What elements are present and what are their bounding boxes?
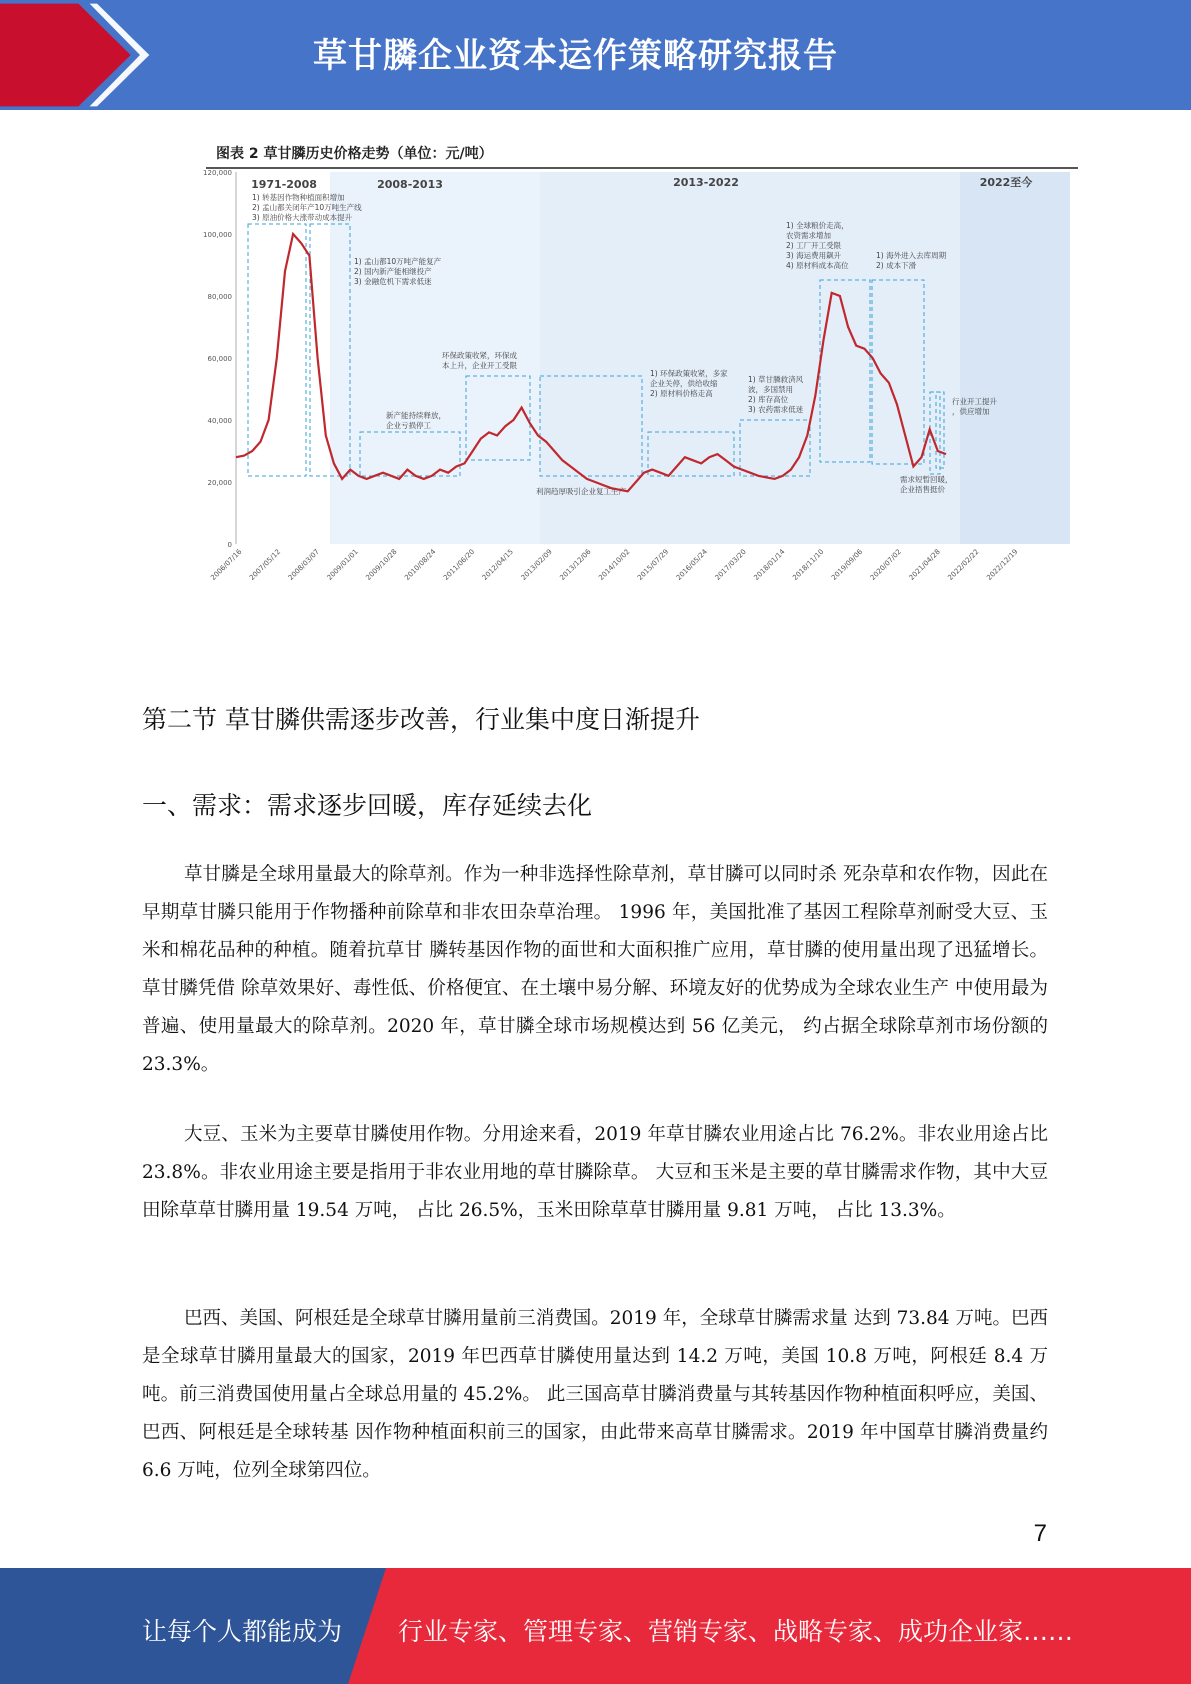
x-tick-label: 2007/05/12 (248, 547, 283, 582)
period-label: 2022至今 (979, 176, 1033, 189)
paragraph-1: 草甘膦是全球用量最大的除草剂。作为一种非选择性除草剂，草甘膦可以同时杀 死杂草和农作物，因此在早期草甘膦只能用于作物播种前除草和非农田杂草治理。 1996 年，美国批准了基因工程除草剂耐受大豆、玉米和棉花品种的种植。随着抗草甘 膦转基因作物的面世和大面积推广应用，草甘膦的使用量出现了迅猛增长。草甘膦凭借 除草效果好、毒性低、价格便宜、在土壤中易分解、环境友好的优势成为全球农业生产 中使用最为普遍、使用量最大的除草剂。2020 年，草甘膦全球市场规模达到 56 亿美元， 约占据全球除草剂市场份额的 23.3%。 (142, 864, 1048, 1075)
annotation-line: 3) 海运费用飙升 (786, 251, 842, 260)
footer-slogan-left: 让每个人都能成为 (142, 1617, 343, 1646)
annotation-line: 3) 原油价格大涨带动成本提升 (252, 213, 353, 222)
annotation-line: 1) 海外进入去库周期 (876, 251, 947, 260)
annotation-line: 2) 工厂开工受限 (786, 241, 842, 250)
annotation-line: 1) 草甘膦救済风 (748, 375, 804, 384)
x-tick-label: 2020/07/02 (868, 547, 904, 582)
annotation-line: 1) 转基因作物种植面积增加 (252, 193, 345, 202)
footer-slogan-right: 行业专家、管理专家、营销专家、战略专家、成功企业家…… (398, 1617, 1074, 1646)
section-heading: 第二节 草甘膦供需逐步改善，行业集中度日渐提升 (142, 705, 700, 734)
x-tick-label: 2011/06/20 (442, 547, 477, 582)
x-tick-label: 2022/12/19 (985, 547, 1020, 582)
x-tick-label: 2009/01/01 (325, 547, 360, 582)
annotation-line: 4) 原材料成本高位 (786, 261, 849, 270)
period-label: 2013-2022 (673, 176, 739, 189)
x-tick-label: 2022/02/22 (946, 547, 981, 582)
x-tick-label: 2021/04/28 (907, 547, 942, 582)
paragraph-2: 大豆、玉米为主要草甘膦使用作物。分用途来看，2019 年草甘膦农业用途占比 76.2%。非农业用途占比 23.8%。非农业用途主要是指用于非农业用地的草甘膦除草。 大豆和玉米是主要的草甘膦需求作物，其中大豆田除草草甘膦用量 19.54 万吨， 占比 26.5%，玉米田除草草甘膦用量 9.81 万吨， 占比 13.3%。 (142, 1124, 1048, 1221)
x-tick-label: 2008/03/07 (286, 547, 322, 582)
y-tick-label: 120,000 (203, 169, 232, 177)
annotation-line: 企业关停，供给收缩 (650, 379, 718, 388)
annotation-line: 企业捂售挺价 (900, 485, 945, 494)
annotation-text (354, 256, 442, 286)
page-title: 草甘膦企业资本运作策略研究报告 (313, 36, 838, 76)
x-tick-label: 2013/12/06 (558, 547, 593, 582)
annotation-line: 新产能持续释放， (386, 411, 446, 420)
figure-caption: 图表 2 草甘膦历史价格走势（单位：元/吨） (216, 146, 493, 162)
x-tick-label: 2010/08/24 (403, 547, 438, 582)
x-tick-label: 2015/07/29 (636, 547, 671, 582)
x-tick-label: 2017/03/20 (713, 547, 748, 582)
x-tick-label: 2016/05/24 (674, 547, 710, 582)
price-line-chart (203, 140, 1078, 600)
x-tick-label: 2012/04/15 (480, 547, 516, 582)
annotation-line: 2) 原材料价格走高 (650, 389, 713, 398)
x-tick-label: 2014/10/02 (597, 547, 632, 582)
annotation-line: 2) 国内新产能相继投产 (354, 267, 432, 276)
annotation-line: 需求短暂回暖， (900, 475, 953, 484)
annotation-line: 1) 环保政策收紧，多家 (650, 369, 728, 378)
annotation-line: 2) 孟山都关闭年产10万吨生产线 (252, 203, 362, 212)
annotation-line: 3) 金融危机下需求低迷 (354, 277, 432, 286)
annotation-line: ，供应增加 (952, 407, 990, 416)
annotation-line: 3) 农药需求低迷 (748, 405, 804, 414)
page-footer (0, 1568, 1191, 1684)
paragraph-3: 巴西、美国、阿根廷是全球草甘膦用量前三消费国。2019 年，全球草甘膦需求量 达到 73.84 万吨。巴西是全球草甘膦用量最大的国家，2019 年巴西草甘膦使用量达到 14.2 万吨，美国 10.8 万吨，阿根廷 8.4 万吨。前三消费国使用量占全球总用量的 45.2%。 此三国高草甘膦消费量与其转基因作物种植面积呼应，美国、巴西、阿根廷是全球转基 因作物种植面积前三的国家，由此带来高草甘膦需求。2019 年中国草甘膦消费量约 6.6 万吨，位列全球第四位。 (142, 1308, 1048, 1481)
period-label: 2008-2013 (377, 178, 443, 191)
annotation-line: 1) 全球粮价走高， (786, 221, 849, 230)
annotation-line: 1) 孟山都10万吨产能复产 (354, 257, 442, 266)
annotation-line: 利润趋厚吸引企业复工生产 (536, 487, 626, 496)
y-tick-label: 80,000 (207, 293, 232, 301)
x-tick-label: 2018/11/10 (791, 547, 826, 582)
annotation-line: 行业开工提升 (952, 397, 997, 406)
annotation-line: 环保政策收紧，环保成 (442, 351, 517, 360)
annotation-line: 波，多国禁用 (748, 385, 793, 394)
y-tick-label: 100,000 (203, 231, 232, 239)
y-axis (203, 169, 236, 549)
page-number: 7 (1033, 1520, 1047, 1547)
annotation-line: 2) 库存高位 (748, 395, 789, 404)
annotation-line: 2) 成本下滑 (876, 261, 917, 270)
period-label: 1971-2008 (251, 178, 317, 191)
x-tick-label: 2009/10/28 (364, 547, 399, 582)
period-bg-2022 (960, 172, 1070, 544)
page-header (0, 0, 1191, 110)
y-tick-label: 40,000 (207, 417, 232, 425)
annotation-text (786, 220, 849, 270)
price-chart-figure (203, 140, 1078, 600)
x-tick-label: 2018/01/14 (752, 547, 787, 582)
y-tick-label: 60,000 (207, 355, 232, 363)
annotation-line: 企业亏损停工 (386, 421, 431, 430)
x-tick-label: 2019/09/06 (830, 547, 865, 582)
header-red-arrow-icon (0, 0, 140, 110)
x-tick-label: 2006/07/16 (209, 547, 244, 582)
y-tick-label: 0 (227, 541, 232, 549)
y-tick-label: 20,000 (207, 479, 232, 487)
annotation-line: 本上升，企业开工受限 (442, 361, 517, 370)
x-axis (209, 547, 1019, 582)
annotation-line: 农资需求增加 (786, 231, 831, 240)
annotation-text (442, 350, 517, 371)
x-tick-label: 2013/02/09 (519, 547, 554, 582)
subsection-heading: 一、需求：需求逐步回暖，库存延续去化 (142, 791, 593, 820)
